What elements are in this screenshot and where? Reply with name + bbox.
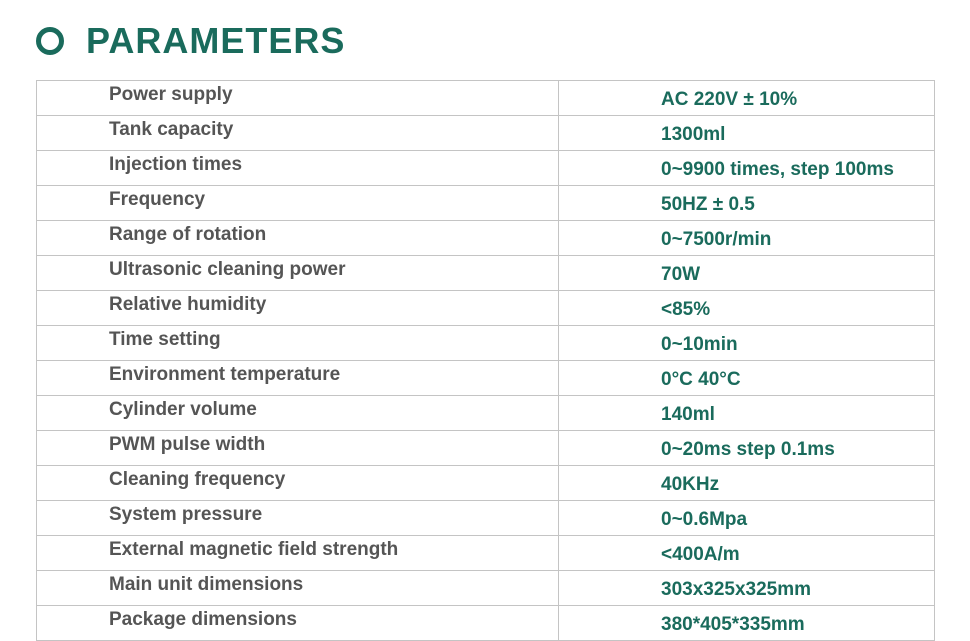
parameter-value: 0°C 40°C bbox=[559, 361, 935, 396]
parameter-label: Power supply bbox=[37, 81, 559, 116]
parameter-value: <400A/m bbox=[559, 536, 935, 571]
table-row bbox=[37, 291, 935, 326]
parameter-value: 0~9900 times, step 100ms bbox=[559, 151, 935, 186]
table-row bbox=[37, 571, 935, 606]
table-row bbox=[37, 186, 935, 221]
table-row bbox=[37, 81, 935, 116]
parameter-label: Relative humidity bbox=[37, 291, 559, 326]
parameter-label: Cylinder volume bbox=[37, 396, 559, 431]
table-row bbox=[37, 466, 935, 501]
table-row bbox=[37, 361, 935, 396]
table-row bbox=[37, 501, 935, 536]
parameter-label: Cleaning frequency bbox=[37, 466, 559, 501]
table-row bbox=[37, 221, 935, 256]
parameter-value: 380*405*335mm bbox=[559, 606, 935, 641]
parameter-label: Time setting bbox=[37, 326, 559, 361]
table-row bbox=[37, 606, 935, 641]
circle-outline-icon bbox=[36, 27, 64, 55]
parameter-label: Package dimensions bbox=[37, 606, 559, 641]
parameter-label: Ultrasonic cleaning power bbox=[37, 256, 559, 291]
parameter-value: 0~7500r/min bbox=[559, 221, 935, 256]
parameter-value: 140ml bbox=[559, 396, 935, 431]
parameter-value: 0~10min bbox=[559, 326, 935, 361]
table-row bbox=[37, 326, 935, 361]
parameter-value: 70W bbox=[559, 256, 935, 291]
page-header bbox=[36, 18, 345, 64]
parameter-value: 0~0.6Mpa bbox=[559, 501, 935, 536]
table-row bbox=[37, 116, 935, 151]
parameter-value: 50HZ ± 0.5 bbox=[559, 186, 935, 221]
parameter-label: System pressure bbox=[37, 501, 559, 536]
table-row bbox=[37, 256, 935, 291]
table-row bbox=[37, 536, 935, 571]
page-title: PARAMETERS bbox=[86, 20, 346, 61]
parameter-value: <85% bbox=[559, 291, 935, 326]
parameter-label: External magnetic field strength bbox=[37, 536, 559, 571]
table-row bbox=[37, 151, 935, 186]
parameter-value: AC 220V ± 10% bbox=[559, 81, 935, 116]
parameter-value: 1300ml bbox=[559, 116, 935, 151]
parameter-value: 303x325x325mm bbox=[559, 571, 935, 606]
parameters-table bbox=[36, 80, 935, 641]
parameter-value: 40KHz bbox=[559, 466, 935, 501]
table-row bbox=[37, 396, 935, 431]
parameter-label: Tank capacity bbox=[37, 116, 559, 151]
parameter-label: PWM pulse width bbox=[37, 431, 559, 466]
table-row bbox=[37, 431, 935, 466]
parameter-value: 0~20ms step 0.1ms bbox=[559, 431, 935, 466]
parameter-label: Main unit dimensions bbox=[37, 571, 559, 606]
parameters-table-body bbox=[37, 81, 935, 641]
parameter-label: Range of rotation bbox=[37, 221, 559, 256]
parameter-label: Frequency bbox=[37, 186, 559, 221]
parameter-label: Environment temperature bbox=[37, 361, 559, 396]
parameter-label: Injection times bbox=[37, 151, 559, 186]
